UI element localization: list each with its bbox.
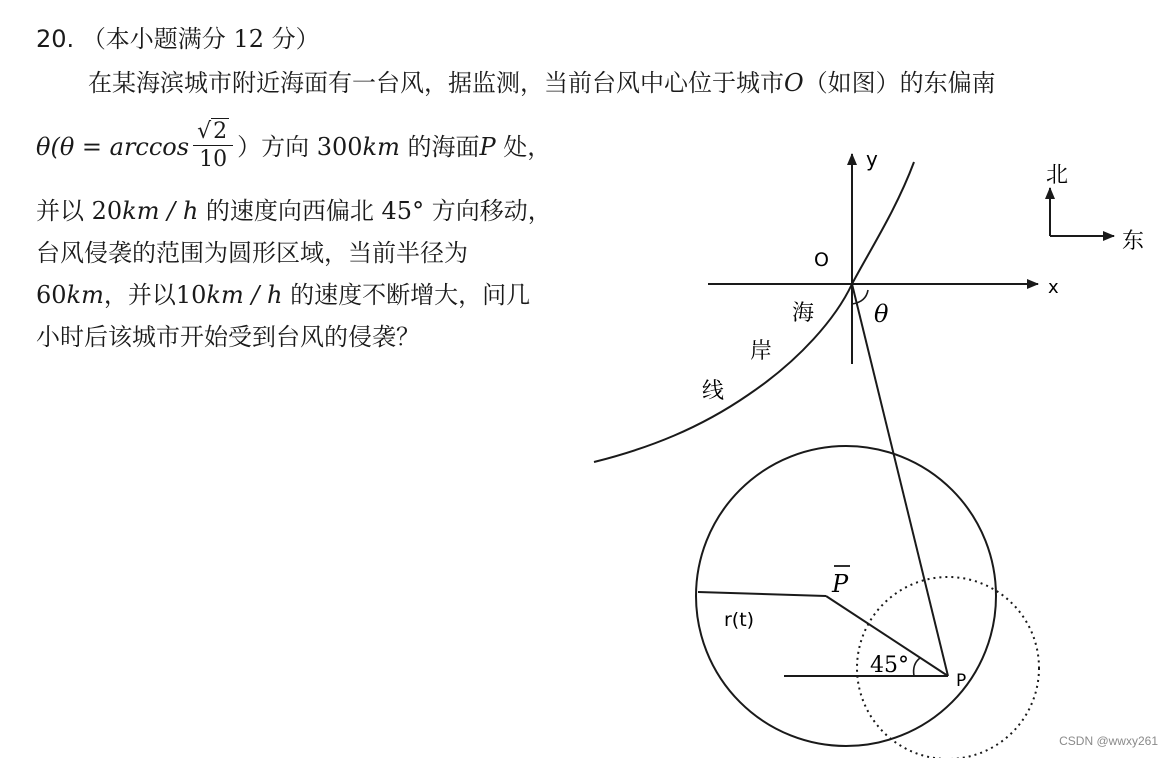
- unit-kmh-2: km / h: [206, 281, 283, 309]
- y-axis-label: y: [866, 147, 878, 171]
- line-3-b: 的速度向西偏北 45° 方向移动，: [198, 197, 552, 225]
- city-variable: O: [784, 69, 804, 97]
- unit-km: km: [362, 133, 400, 161]
- origin-label: O: [814, 249, 829, 271]
- coast-label-1: 海: [792, 301, 815, 326]
- line-2-last: 处，: [495, 133, 552, 161]
- unit-kmh: km / h: [122, 197, 199, 225]
- compass-east-label: 东: [1122, 229, 1145, 254]
- line-5-c: 的速度不断增大，问几: [282, 281, 531, 309]
- denominator: 10: [199, 147, 228, 172]
- watermark: CSDN @wwxy261: [1059, 734, 1158, 748]
- angle-arc: [914, 658, 920, 676]
- radius-line: [698, 592, 826, 596]
- angle-label: 45°: [870, 653, 909, 678]
- x-axis-label: x: [1048, 277, 1059, 298]
- point-variable: P: [479, 133, 496, 161]
- theta-label: θ: [874, 300, 889, 328]
- sqrt-symbol: √: [197, 119, 212, 144]
- coast-label-3: 线: [702, 379, 725, 404]
- line-5-b: ，并以10: [103, 281, 207, 309]
- coastline: [594, 162, 914, 462]
- line-2-tail: 的海面: [399, 133, 480, 161]
- line-1-end: （如图）的东偏南: [803, 69, 996, 97]
- line-5-a: 60: [36, 281, 67, 309]
- unit-km-2: km: [66, 281, 104, 309]
- line-1-text: 在某海滨城市附近海面有一台风，据监测，当前台风中心位于城市: [88, 69, 784, 97]
- problem-points: （本小题满分 12 分）: [81, 25, 320, 53]
- compass-north-label: 北: [1046, 163, 1069, 188]
- radius-label: r(t): [724, 609, 755, 631]
- line-3-a: 并以 20: [36, 197, 123, 225]
- theta-expression: θ(θ = arccos: [36, 133, 190, 161]
- problem-number: 20.: [36, 25, 75, 53]
- p-bar-label: P: [832, 570, 849, 598]
- sqrt-argument: 2: [213, 119, 228, 144]
- segment-op: [852, 284, 948, 676]
- p-point-label: P: [956, 671, 967, 691]
- line-2-text: ）方向 300: [237, 133, 363, 161]
- line-6-text: 小时后该城市开始受到台风的侵袭？: [36, 323, 420, 351]
- coast-label-2: 岸: [750, 339, 773, 364]
- line-4-text: 台风侵袭的范围为圆形区域，当前半径为: [36, 239, 468, 267]
